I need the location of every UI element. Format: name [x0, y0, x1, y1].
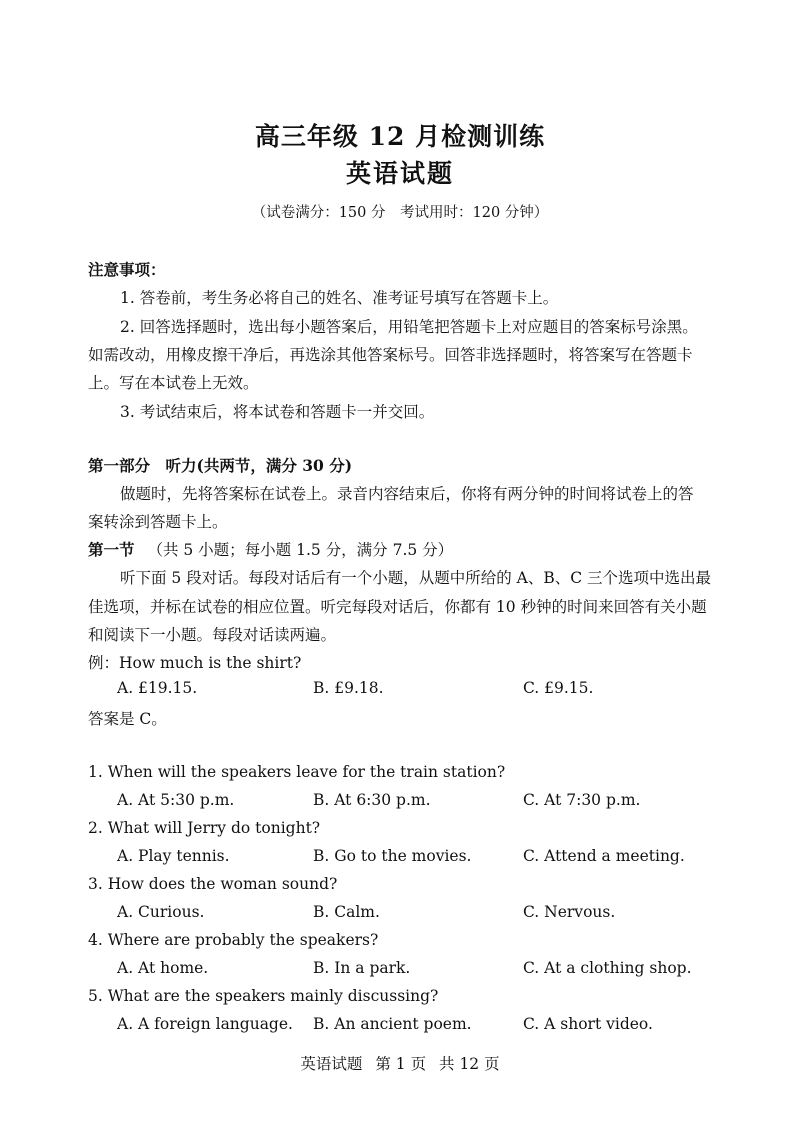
notice-line-4: 上。写在本试卷上无效。	[88, 374, 259, 392]
section1-title: 第一节	[88, 540, 135, 559]
notice-line-2: 2. 回答选择题时，选出每小题答案后，用铅笔把答题卡上对应题目的答案标号涂黑。	[120, 318, 698, 336]
notice-line-3: 如需改动，用橡皮擦干净后，再选涂其他答案标号。回答非选择题时，将答案写在答题卡	[88, 346, 693, 364]
q3-option-a: A. Curious.	[117, 903, 205, 921]
q4-option-a: A. At home.	[117, 959, 209, 977]
section1-score: （共 5 小题；每小题 1.5 分，满分 7.5 分）	[147, 541, 454, 559]
example-option-b: B. £9.18.	[313, 679, 384, 697]
q2-option-b: B. Go to the movies.	[313, 847, 472, 865]
notice-line-1: 1. 答卷前，考生务必将自己的姓名、准考证号填写在答题卡上。	[120, 289, 559, 307]
q4-option-c: C. At a clothing shop.	[523, 959, 692, 977]
part1-intro-2: 案转涂到答题卡上。	[88, 513, 228, 531]
q5-option-c: C. A short video.	[523, 1015, 653, 1033]
footer-page-total: 共 12 页	[439, 1055, 500, 1073]
example-option-a: A. £19.15.	[117, 679, 198, 697]
q3-option-b: B. Calm.	[313, 903, 380, 921]
question-5: 5. What are the speakers mainly discussing?	[88, 987, 439, 1005]
notice-heading: 注意事项：	[88, 260, 166, 279]
question-4: 4. Where are probably the speakers?	[88, 931, 379, 949]
exam-subject: 英语试题	[345, 159, 454, 188]
example-question: How much is the shirt?	[119, 654, 302, 672]
part1-heading: 第一部分 听力(共两节，满分 30 分)	[88, 456, 353, 475]
example-prefix: 例：	[88, 654, 120, 672]
q1-option-a: A. At 5:30 p.m.	[117, 791, 235, 809]
q1-option-b: B. At 6:30 p.m.	[313, 791, 431, 809]
footer-page-number: 第 1 页	[375, 1055, 427, 1073]
instructions-line-1: 听下面 5 段对话。每段对话后有一个小题，从题中所给的 A、B、C 三个选项中选出最	[120, 569, 712, 587]
section1-header	[88, 538, 453, 560]
example-option-c: C. £9.15.	[523, 679, 594, 697]
exam-info: （试卷满分：150 分 考试用时：120 分钟）	[251, 205, 549, 221]
example-answer: 答案是 C。	[88, 710, 167, 728]
page-footer	[0, 1052, 800, 1074]
q2-option-a: A. Play tennis.	[117, 847, 230, 865]
q5-option-a: A. A foreign language.	[117, 1015, 293, 1033]
q3-option-c: C. Nervous.	[523, 903, 616, 921]
instructions-line-2: 佳选项，并标在试卷的相应位置。听完每段对话后，你都有 10 秒钟的时间来回答有关小题	[88, 598, 707, 616]
q5-option-b: B. An ancient poem.	[313, 1015, 472, 1033]
example-question-line	[88, 651, 301, 673]
question-2: 2. What will Jerry do tonight?	[88, 819, 321, 837]
footer-subject: 英语试题	[300, 1055, 363, 1073]
instructions-line-3: 和阅读下一小题。每段对话读两遍。	[88, 626, 337, 644]
exam-title: 高三年级 12 月检测训练	[254, 122, 546, 151]
part1-intro-1: 做题时，先将答案标在试卷上。录音内容结束后，你将有两分钟的时间将试卷上的答	[120, 485, 694, 503]
q4-option-b: B. In a park.	[313, 959, 411, 977]
question-1: 1. When will the speakers leave for the train station?	[88, 763, 506, 781]
notice-line-5: 3. 考试结束后，将本试卷和答题卡一并交回。	[120, 403, 435, 421]
question-3: 3. How does the woman sound?	[88, 875, 338, 893]
q2-option-c: C. Attend a meeting.	[523, 847, 685, 865]
q1-option-c: C. At 7:30 p.m.	[523, 791, 641, 809]
